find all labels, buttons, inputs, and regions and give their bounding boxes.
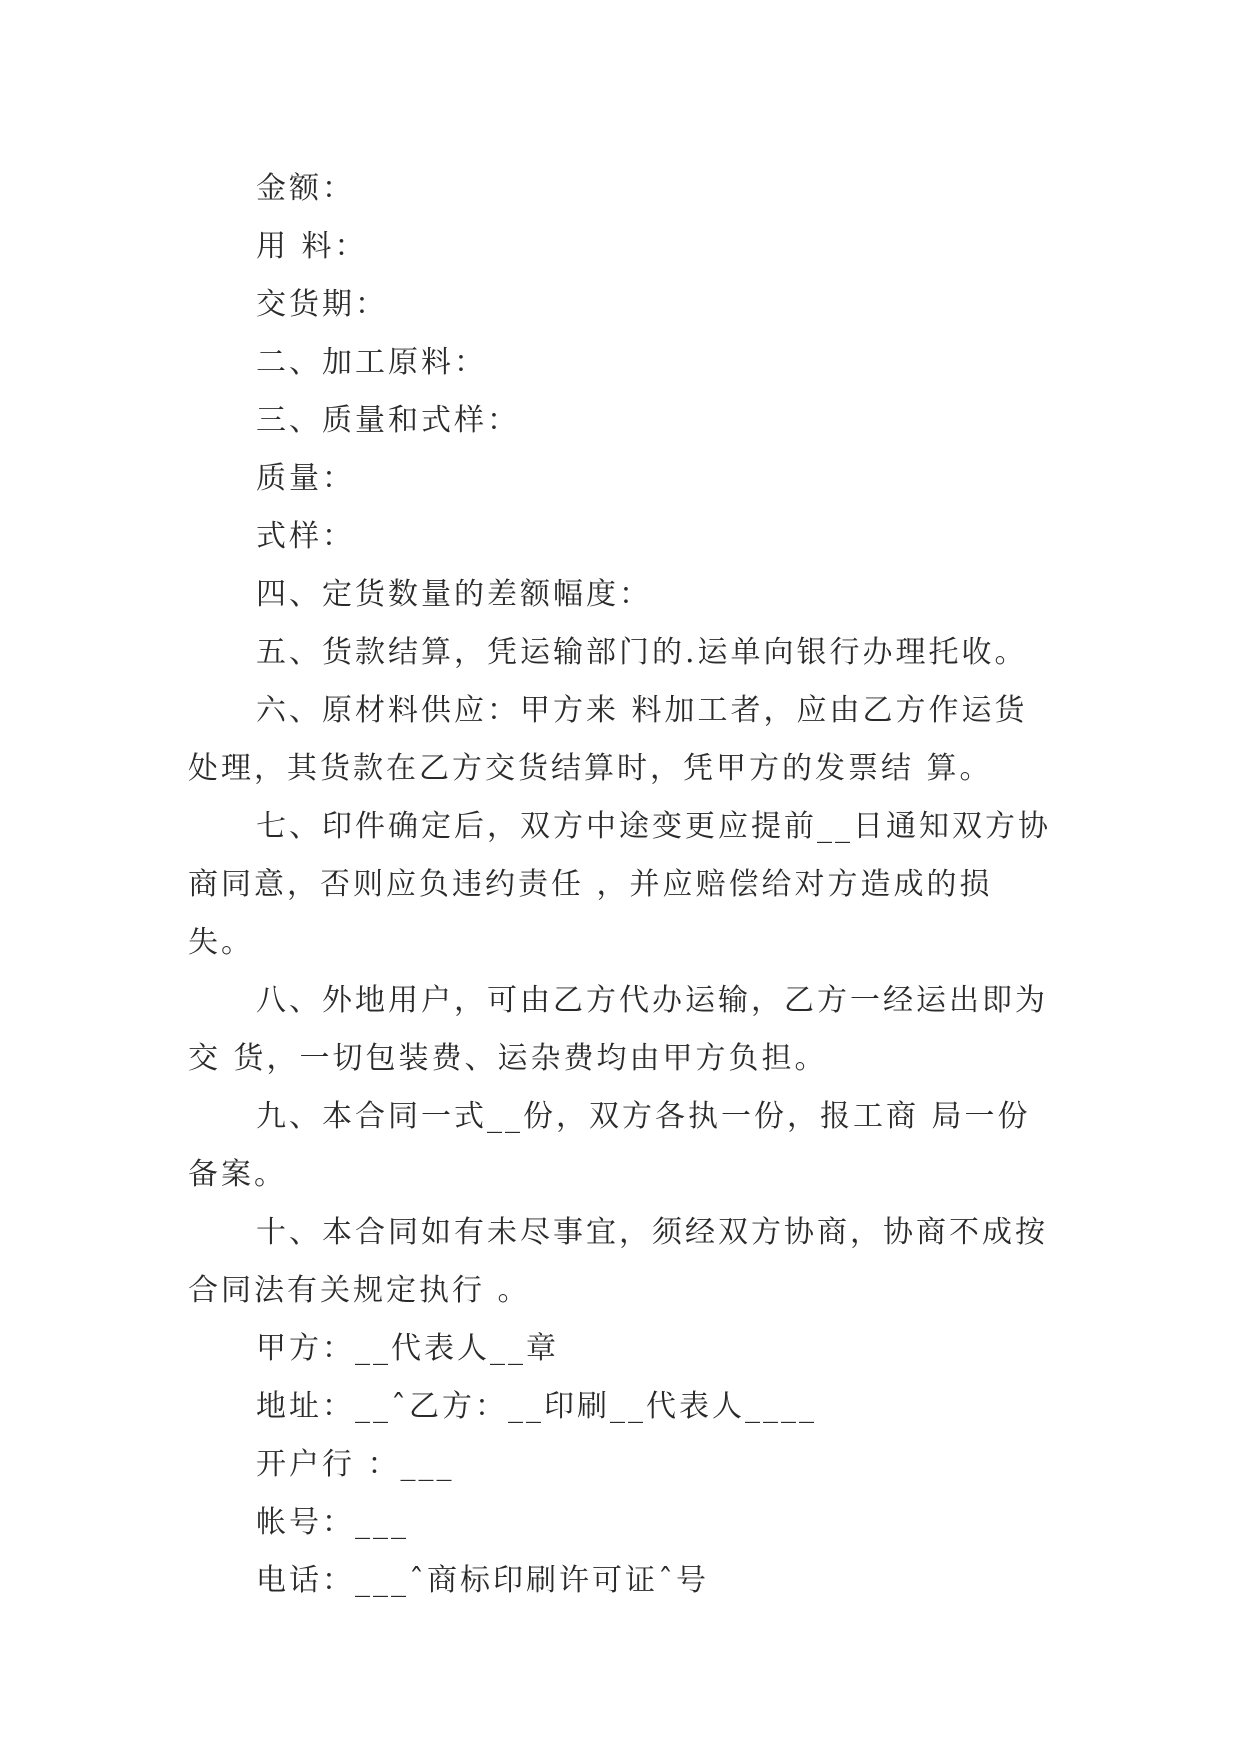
clause-3-quality-style: 三、质量和式样： — [256, 403, 520, 438]
line-material: 用 料： — [256, 229, 368, 264]
line-delivery-date: 交货期： — [256, 287, 388, 322]
phone-license-line: 电话：___ˆ商标印刷许可证ˆ号 — [256, 1563, 709, 1598]
bank-line: 开户行 ：___ — [256, 1447, 455, 1482]
party-a-line: 甲方：__代表人__章 — [256, 1331, 559, 1366]
contract-body — [188, 160, 1058, 1610]
clause-5-payment: 五、货款结算，凭运输部门的.运单向银行办理托收。 — [256, 635, 1028, 670]
clause-9-copies: 九、本合同一式__份，双方各执一份，报工商 局一份备案。 — [188, 1099, 1031, 1192]
line-amount: 金额： — [256, 171, 355, 206]
clause-2-raw-materials: 二、加工原料： — [256, 345, 487, 380]
clause-6-material-supply: 六、原材料供应：甲方来 料加工者，应由乙方作运货处理，其货款在乙方交货结算时，凭甲方的发票结 算。 — [188, 693, 1028, 786]
clause-4-quantity-tolerance: 四、定货数量的差额幅度： — [256, 577, 652, 612]
clause-7-changes: 七、印件确定后，双方中途变更应提前__日通知双方协商同意，否则应负违约责任 ，并应赔偿给对方造成的损失。 — [188, 809, 1051, 960]
clause-10-disputes: 十、本合同如有未尽事宜，须经双方协商，协商不成按合同法有关规定执行 。 — [188, 1215, 1048, 1308]
line-style: 式样： — [256, 519, 355, 554]
line-quality: 质量： — [256, 461, 355, 496]
account-line: 帐号：___ — [256, 1505, 409, 1540]
address-party-b-line: 地址：__ˆ乙方：__印刷__代表人____ — [256, 1389, 817, 1424]
clause-8-shipping: 八、外地用户，可由乙方代办运输，乙方一经运出即为交 货，一切包装费、运杂费均由甲方负担。 — [188, 983, 1048, 1076]
